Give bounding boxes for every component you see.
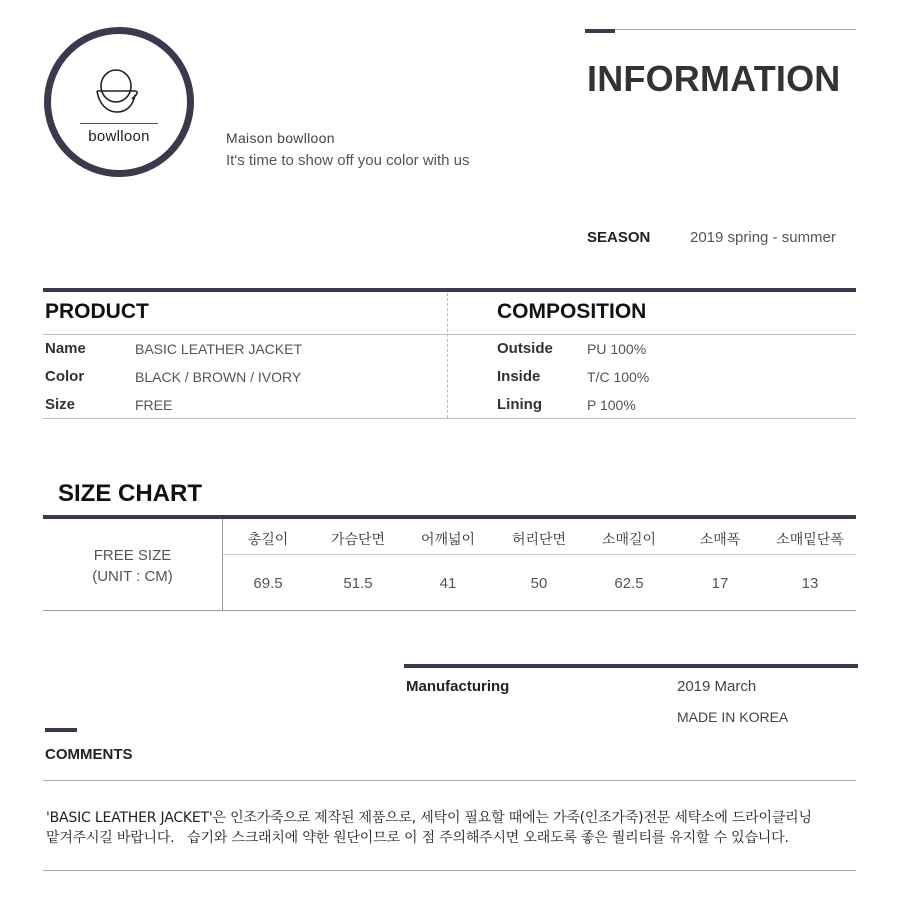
brand-tagline: It's time to show off you color with us	[226, 152, 470, 169]
size-value-waist: 50	[530, 575, 548, 592]
size-header-sleeve-width: 소매폭	[699, 531, 741, 547]
comments-title: COMMENTS	[45, 746, 133, 763]
product-color-label: Color	[45, 368, 85, 385]
comments-line-2: 맡겨주시길 바랍니다. 습기와 스크래치에 약한 원단이므로 이 점 주의해주시면 오래도록 좋은 퀄리티를 유지할 수 있습니다.	[46, 830, 789, 846]
manufacturing-origin: MADE IN KOREA	[677, 709, 789, 725]
size-header-cuff-width: 소매밑단폭	[776, 531, 844, 547]
composition-outside-value: PU 100%	[587, 341, 647, 357]
size-chart-title: SIZE CHART	[58, 480, 202, 507]
product-size-value: FREE	[135, 397, 173, 413]
size-chart-label-size: FREE SIZE	[93, 547, 172, 564]
season-label: SEASON	[587, 229, 651, 246]
size-value-total-length: 69.5	[253, 575, 283, 592]
product-section-bar	[43, 288, 856, 292]
logo-divider	[80, 123, 158, 124]
comments-body	[46, 808, 858, 848]
composition-heading: COMPOSITION	[497, 300, 647, 323]
brand-name: Maison bowlloon	[226, 130, 335, 146]
page-title: INFORMATION	[587, 58, 841, 99]
composition-inside-label: Inside	[497, 368, 541, 385]
size-value-chest: 51.5	[343, 575, 373, 592]
size-header-chest: 가슴단면	[330, 531, 386, 547]
size-chart-header-rule	[223, 554, 856, 555]
size-value-sleeve-width: 17	[711, 575, 729, 592]
size-header-sleeve-length: 소매길이	[601, 531, 657, 547]
logo-wordmark: bowlloon	[88, 128, 150, 145]
product-header-rule	[43, 334, 856, 335]
composition-lining-value: P 100%	[587, 397, 636, 413]
product-color-value: BLACK / BROWN / IVORY	[135, 369, 302, 385]
bowl-logo-icon	[93, 64, 145, 116]
product-size-label: Size	[45, 396, 76, 413]
composition-lining-label: Lining	[497, 396, 542, 413]
size-chart-label-unit: (UNIT : CM)	[92, 568, 173, 585]
size-chart-bottom-rule	[43, 610, 856, 611]
manufacturing-date: 2019 March	[677, 678, 757, 695]
comments-top-rule	[43, 780, 856, 781]
size-value-sleeve-length: 62.5	[614, 575, 644, 592]
size-chart-row-label	[43, 545, 222, 587]
size-header-total-length: 총길이	[247, 531, 289, 547]
manufacturing-label: Manufacturing	[406, 678, 510, 695]
season-value: 2019 spring - summer	[690, 229, 836, 246]
product-composition-divider	[447, 293, 448, 418]
product-heading: PRODUCT	[45, 300, 149, 323]
comments-line-1: 'BASIC LEATHER JACKET'은 인조가죽으로 제작된 제품으로, 세탁이 필요할 때에는 가죽(인조가죽)전문 세탁소에 드라이클리닝	[46, 810, 812, 826]
product-name-label: Name	[45, 340, 86, 357]
product-name-value: BASIC LEATHER JACKET	[135, 341, 303, 357]
composition-inside-value: T/C 100%	[587, 369, 650, 385]
info-top-rule	[585, 29, 856, 30]
size-value-shoulder: 41	[439, 575, 457, 592]
size-header-waist: 허리단면	[511, 531, 567, 547]
info-top-accent	[585, 29, 615, 33]
manufacturing-bar	[404, 664, 858, 668]
product-bottom-rule	[43, 418, 856, 419]
size-chart-bar	[43, 515, 856, 519]
size-header-shoulder: 어깨넓이	[420, 531, 476, 547]
size-value-cuff-width: 13	[801, 575, 819, 592]
comments-bottom-rule	[43, 870, 856, 871]
comments-accent	[45, 728, 77, 732]
composition-outside-label: Outside	[497, 340, 553, 357]
